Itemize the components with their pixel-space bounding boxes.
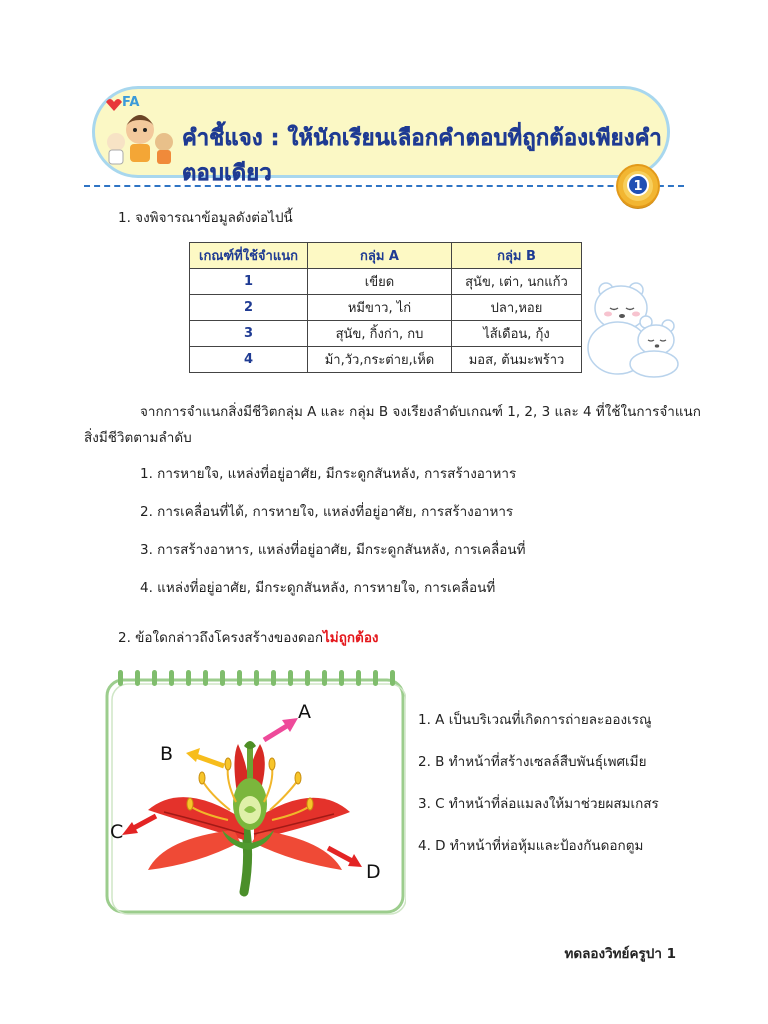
banner-title: คำชี้แจง : ให้นักเรียนเลือกคำตอบที่ถูกต้องเพียงคำตอบเดียว — [182, 126, 662, 186]
question-number-badge — [614, 162, 662, 210]
classification-table — [189, 242, 582, 373]
table-row — [190, 321, 582, 347]
table-cell: ม้า,วัว,กระต่าย,เห็ด — [308, 347, 452, 373]
table-row — [190, 295, 582, 321]
page-footer: ทดลองวิทย์ครูปา 1 — [564, 946, 676, 962]
table-header-row — [190, 243, 582, 269]
table-cell: หมีขาว, ไก่ — [308, 295, 452, 321]
question-2-prompt — [118, 626, 379, 648]
table-cell: สุนัข, เต่า, นกแก้ว — [452, 269, 582, 295]
question-1-paragraph: จากการจำแนกสิ่งมีชีวิตกลุ่ม A และ กลุ่ม B จงเรียงลำดับเกณฑ์ 1, 2, 3 และ 4 ที่ใช้ในการจำแนก — [140, 404, 701, 420]
q2-choice-1[interactable]: 1. A เป็นบริเวณที่เกิดการถ่ายละอองเรณู — [418, 712, 652, 728]
table-header: เกณฑ์ที่ใช้จำแนก — [190, 243, 308, 269]
table-cell: 2 — [190, 295, 308, 321]
flower-diagram — [104, 670, 406, 916]
question-1-paragraph-continued: สิ่งมีชีวิตตามลำดับ — [84, 430, 192, 446]
table-row — [190, 347, 582, 373]
question-2-prompt-text: 2. ข้อใดกล่าวถึงโครงสร้างของดอก — [118, 630, 324, 646]
table-cell: 3 — [190, 321, 308, 347]
q1-choice-4[interactable]: 4. แหล่งที่อยู่อาศัย, มีกระดูกสันหลัง, การหายใจ, การเคลื่อนที่ — [140, 580, 496, 596]
q2-choice-3[interactable]: 3. C ทำหน้าที่ล่อแมลงให้มาช่วยผสมเกสร — [418, 796, 659, 812]
table-cell: ไส้เดือน, กุ้ง — [452, 321, 582, 347]
table-cell: เขียด — [308, 269, 452, 295]
table-cell: สุนัข, กิ้งก่า, กบ — [308, 321, 452, 347]
label-a: A — [298, 701, 311, 723]
table-cell: 4 — [190, 347, 308, 373]
table-header: กลุ่ม A — [308, 243, 452, 269]
question-1-prompt: 1. จงพิจารณาข้อมูลดังต่อไปนี้ — [118, 210, 293, 226]
q2-choice-4[interactable]: 4. D ทำหน้าที่ห่อหุ้มและป้องกันดอกตูม — [418, 838, 644, 854]
table-cell: ปลา,หอย — [452, 295, 582, 321]
question-2-prompt-emphasis: ไม่ถูกต้อง — [323, 630, 379, 646]
q1-choice-2[interactable]: 2. การเคลื่อนที่ได้, การหายใจ, แหล่งที่อยู่อาศัย, การสร้างอาหาร — [140, 504, 514, 520]
label-d: D — [366, 861, 381, 883]
table-row — [190, 269, 582, 295]
mascot-illustration — [100, 92, 178, 166]
polar-bears-illustration — [582, 278, 688, 378]
table-header: กลุ่ม B — [452, 243, 582, 269]
label-b: B — [160, 743, 174, 765]
q1-choice-3[interactable]: 3. การสร้างอาหาร, แหล่งที่อยู่อาศัย, มีกระดูกสันหลัง, การเคลื่อนที่ — [140, 542, 526, 558]
table-cell: มอส, ต้นมะพร้าว — [452, 347, 582, 373]
svg-text:1: 1 — [633, 179, 643, 194]
dashed-divider — [84, 185, 684, 187]
q1-choice-1[interactable]: 1. การหายใจ, แหล่งที่อยู่อาศัย, มีกระดูกสันหลัง, การสร้างอาหาร — [140, 466, 517, 482]
label-c: C — [110, 821, 124, 843]
q2-choice-2[interactable]: 2. B ทำหน้าที่สร้างเซลล์สืบพันธุ์เพศเมีย — [418, 754, 647, 770]
svg-text:FA: FA — [122, 95, 140, 110]
table-cell: 1 — [190, 269, 308, 295]
